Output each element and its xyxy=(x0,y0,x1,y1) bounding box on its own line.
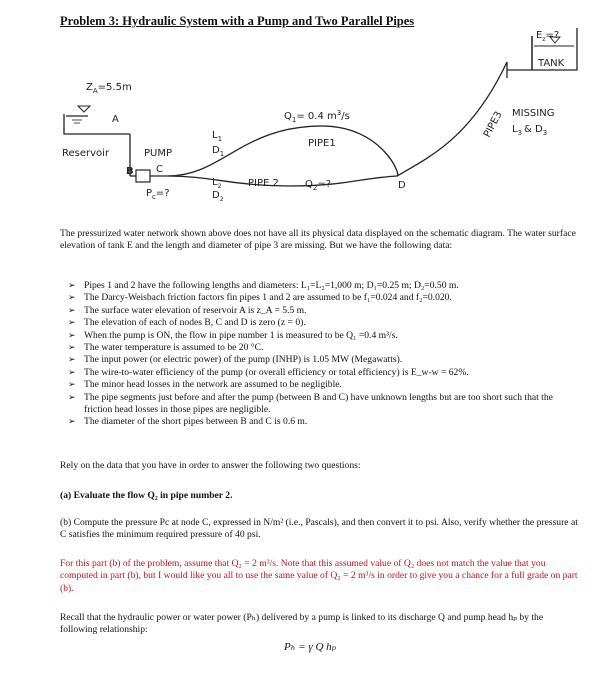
hydraulic-schematic xyxy=(52,26,582,206)
missing-values: $L_3$ & $D_3$ xyxy=(512,124,548,137)
d2-label: $D_2$ xyxy=(212,190,224,203)
arrow-bullet-icon: ➢ xyxy=(68,318,76,329)
tank-label: TANK xyxy=(538,58,565,69)
intro-paragraph: The pressurized water network shown above does not have all its physical data displayed on the schematic diagram. The water surface elevation of tank E and the length and diameter of pipe 3 are missing. But we have the following data: xyxy=(60,228,576,252)
arrow-bullet-icon: ➢ xyxy=(68,417,76,428)
pipe-1 xyxy=(168,126,398,176)
arrow-bullet-icon: ➢ xyxy=(68,293,76,304)
list-item: ➢ Pipes 1 and 2 have the following lengths and diameters: L₁=L₂=1,000 m; D₁=0.25 m; D₂=0.50 m. xyxy=(68,280,459,291)
arrow-bullet-icon: ➢ xyxy=(68,392,76,403)
za-label: $Z_A=5.5m$ xyxy=(86,82,132,95)
node-c-label: C xyxy=(156,164,163,175)
arrow-bullet-icon: ➢ xyxy=(68,330,76,341)
question-a: (a) Evaluate the flow Q₂ in pipe number 2. xyxy=(60,490,233,501)
node-b-label: B xyxy=(126,166,134,177)
q1-label: $Q_1= 0.4$ $m^3/s$ xyxy=(284,109,350,124)
list-item: ➢ The water temperature is assumed to be 20 °C. xyxy=(68,342,264,354)
pump-label: PUMP xyxy=(144,148,173,159)
tank-elev-label: $E_z=$? xyxy=(536,30,560,43)
assumption-note: For this part (b) of the problem, assume that Q₂ = 2 m³/s. Note that this assumed value of Q₂ does not match the value that you computed in part (b), but I would like you all to use the same value of Q₂ = 2 m³/s in order to give you a chance for a full grade on part (b). xyxy=(60,558,578,594)
arrow-bullet-icon: ➢ xyxy=(68,355,76,366)
problem-title: Problem 3: Hydraulic System with a Pump and Two Parallel Pipes xyxy=(60,14,415,28)
recall-paragraph: Recall that the hydraulic power or water power (Pₕ) delivered by a pump is linked to its discharge Q and pump head hₚ by the following relationship: xyxy=(60,612,544,636)
arrow-bullet-icon: ➢ xyxy=(68,343,76,354)
list-item: ➢ The wire-to-water efficiency of the pump (or overall efficiency or total efficiency) is E_w-w = 62%. xyxy=(68,366,469,378)
arrow-bullet-icon: ➢ xyxy=(68,281,76,291)
reservoir-a xyxy=(64,106,102,134)
list-item: ➢ The diameter of the short pipes between B and C is 0.6 m. xyxy=(68,416,308,428)
list-item: ➢ The surface water elevation of reservoir A is z_A = 5.5 m. xyxy=(68,304,307,316)
rely-paragraph: Rely on the data that you have in order to answer the following two questions: xyxy=(60,460,361,471)
list-item: ➢ The pipe segments just before and after the pump (between B and C) have unknown lengths but are too short such that the friction head losses in those pipes are negligible. xyxy=(68,391,553,416)
list-item: ➢ When the pump is ON, the flow in pipe number 1 is measured to be Q₁ =0.4 m³/s. xyxy=(68,329,398,341)
list-item: ➢ The Darcy-Weisbach friction factors fin pipes 1 and 2 are assumed to be f₁=0.024 and f₂=0.020. xyxy=(68,292,452,304)
q2-label: $Q_2=$? xyxy=(305,179,332,192)
d1-label: $D_1$ xyxy=(212,145,225,158)
pipe2-label: PIPE 2 xyxy=(248,178,279,189)
pc-label: $P_c=$? xyxy=(146,188,170,201)
question-b: (b) Compute the pressure Pc at node C, expressed in N/m² (i.e., Pascals), and then convert it to psi. Also, verify whether the pressure at C satisfies the minimum required pressure of 40 psi. xyxy=(60,517,578,541)
reservoir-label: Reservoir xyxy=(62,148,110,159)
given-data-list xyxy=(68,280,580,429)
arrow-bullet-icon: ➢ xyxy=(68,367,76,378)
missing-label: MISSING xyxy=(512,108,555,119)
pipe3-label: PIPE3 xyxy=(481,109,505,140)
arrow-bullet-icon: ➢ xyxy=(68,380,76,391)
power-formula: Pₕ = γ Q hₚ xyxy=(284,641,337,653)
node-d-label: D xyxy=(398,180,406,191)
arrow-bullet-icon: ➢ xyxy=(68,305,76,316)
pipe-2 xyxy=(168,176,397,186)
l1-label: $L_1$ xyxy=(212,130,223,143)
list-item: ➢ The input power (or electric power) of the pump (INHP) is 1.05 MW (Megawatts). xyxy=(68,354,403,366)
l2-label: $L_2$ xyxy=(212,177,222,190)
node-a-label: A xyxy=(112,114,119,125)
pipe1-label: PIPE1 xyxy=(308,138,336,149)
list-item: ➢ The elevation of each of nodes B, C and D is zero (z = 0). xyxy=(68,317,306,329)
list-item: ➢ The minor head losses in the network are assumed to be negligible. xyxy=(68,379,342,391)
